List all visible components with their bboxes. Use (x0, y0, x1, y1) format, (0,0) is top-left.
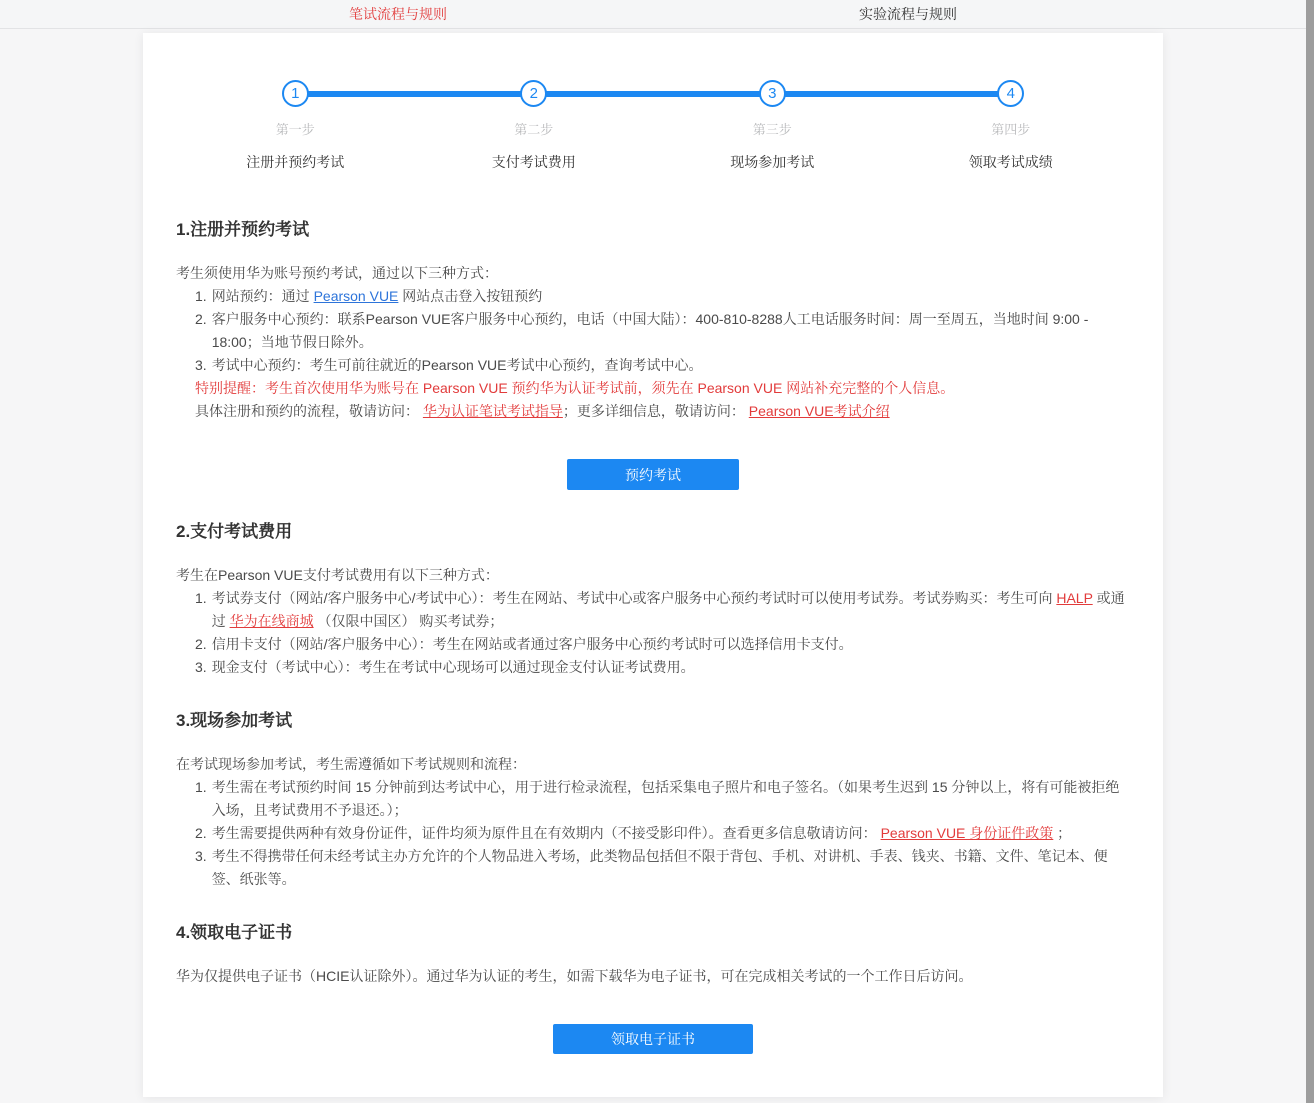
step-2-circle: 2 (520, 80, 547, 107)
section-1-intro: 考生须使用华为账号预约考试，通过以下三种方式： (176, 265, 498, 281)
section-4-intro: 华为仅提供电子证书（HCIE认证除外）。通过华为认证的考生，如需下载华为电子证书，可在完成相关考试的一个工作日后访问。 (176, 968, 973, 984)
id-policy-link[interactable]: Pearson VUE 身份证件政策 (880, 825, 1054, 841)
list-item (176, 285, 1130, 308)
step-3-label: 第三步 (752, 122, 792, 137)
section-get-e-certificate (176, 921, 1130, 1054)
text-segment: 或通过 (211, 590, 1125, 629)
text-segment: 网站预约：通过 (211, 288, 314, 304)
step-3-name: 现场参加考试 (730, 154, 815, 170)
list-item (176, 308, 1130, 354)
tab-written-exam-rules[interactable]: 笔试流程与规则 (349, 6, 447, 22)
tab-lab-exam-rules[interactable]: 实验流程与规则 (859, 6, 957, 22)
step-2 (415, 80, 654, 172)
section-4-heading: 4.领取电子证书 (176, 923, 293, 942)
list-marker: 2. (195, 825, 207, 841)
section-register-and-book (176, 218, 1130, 490)
section-1-heading: 1.注册并预约考试 (176, 220, 310, 239)
section-attend-exam-onsite (176, 709, 1130, 891)
list-item-text (212, 587, 1130, 633)
step-1-name: 注册并预约考试 (246, 154, 345, 170)
text-segment: ； (1053, 825, 1072, 841)
list-item-text (212, 822, 1130, 845)
guide-line (176, 400, 1130, 423)
list-item (176, 633, 1130, 656)
step-4 (892, 80, 1131, 172)
step-3-circle: 3 (759, 80, 786, 107)
huawei-online-store-link[interactable]: 华为在线商城 (229, 613, 314, 629)
section-2-intro: 考生在Pearson VUE支付考试费用有以下三种方式： (176, 567, 499, 583)
section-3-intro: 在考试现场参加考试，考生需遵循如下考试规则和流程： (176, 756, 526, 772)
section-pay-exam-fee (176, 520, 1130, 679)
step-1 (176, 80, 415, 172)
list-item (176, 845, 1130, 891)
list-item (176, 587, 1130, 633)
list-marker: 3. (195, 659, 207, 675)
top-tab-bar-inner (143, 0, 1163, 28)
get-certificate-button[interactable]: 领取电子证书 (553, 1024, 753, 1054)
step-1-circle: 1 (282, 80, 309, 107)
list-marker: 3. (195, 357, 207, 373)
list-item (176, 776, 1130, 822)
text-segment: 考试券支付（网站/客户服务中心/考试中心）：考生在网站、考试中心或客户服务中心预约考试时可以使用考试券。考试券购买：考生可向 (211, 590, 1057, 606)
list-item-text: 考生不得携带任何未经考试主办方允许的个人物品进入考场，此类物品包括但不限于背包、手机、对讲机、手表、钱夹、书籍、文件、笔记本、便签、纸张等。 (211, 848, 1108, 887)
list-item (176, 822, 1130, 845)
section-2-heading: 2.支付考试费用 (176, 522, 293, 541)
list-marker: 1. (195, 590, 207, 606)
step-3 (653, 80, 892, 172)
list-item-text: 现金支付（考试中心）：考生在考试中心现场可以通过现金支付认证考试费用。 (211, 659, 695, 675)
list-item-text: 考生需在考试预约时间 15 分钟前到达考试中心，用于进行检录流程，包括采集电子照片和电子签名。（如果考生迟到 15 分钟以上，将有可能被拒绝入场，且考试费用不予退还。）； (211, 779, 1120, 818)
special-reminder: 特别提醒：考生首次使用华为账号在 Pearson VUE 预约华为认证考试前，须先在 Pearson VUE 网站补充完整的个人信息。 (195, 380, 955, 396)
book-exam-button[interactable]: 预约考试 (567, 459, 739, 490)
text-segment: 网站点击登入按钮预约 (398, 288, 543, 304)
top-tab-bar (0, 0, 1314, 29)
text-segment: 考生需要提供两种有效身份证件，证件均须为原件且在有效期内（不接受影印件）。查看更多信息敬请访问： (211, 825, 881, 841)
list-marker: 1. (195, 288, 207, 304)
step-4-circle: 4 (997, 80, 1024, 107)
section-3-heading: 3.现场参加考试 (176, 711, 293, 730)
pearson-vue-exam-intro-link[interactable]: Pearson VUE考试介绍 (748, 403, 890, 419)
step-1-label: 第一步 (275, 122, 315, 137)
exam-process-stepper (176, 33, 1130, 172)
list-item (176, 656, 1130, 679)
step-4-name: 领取考试成绩 (968, 154, 1053, 170)
step-2-label: 第二步 (514, 122, 554, 137)
text-segment: 具体注册和预约的流程，敬请访问： (195, 403, 423, 419)
list-marker: 3. (195, 848, 207, 864)
list-item-text: 信用卡支付（网站/客户服务中心）：考生在网站或者通过客户服务中心预约考试时可以选择信用卡支付。 (211, 636, 853, 652)
halp-link[interactable]: HALP (1056, 590, 1093, 606)
step-4-label: 第四步 (991, 122, 1031, 137)
list-marker: 1. (195, 779, 207, 795)
list-item-text (212, 285, 1130, 308)
list-item-text: 考试中心预约：考生可前往就近的Pearson VUE考试中心预约，查询考试中心。 (211, 357, 703, 373)
scrollbar-thumb[interactable] (1306, 0, 1314, 1103)
list-item (176, 354, 1130, 377)
pearson-vue-link[interactable]: Pearson VUE (313, 288, 399, 304)
text-segment: ；更多详细信息，敬请访问： (562, 403, 749, 419)
step-2-name: 支付考试费用 (491, 154, 576, 170)
list-item-text: 客户服务中心预约：联系Pearson VUE客户服务中心预约，电话（中国大陆）：400-810-8288人工电话服务时间：周一至周五，当地时间 9:00 - 18:00；当地节假日除外。 (211, 311, 1089, 350)
written-exam-guide-link[interactable]: 华为认证笔试考试指导 (422, 403, 563, 419)
list-marker: 2. (195, 311, 207, 327)
text-segment: （仅限中国区） 购买考试券； (313, 613, 504, 629)
list-marker: 2. (195, 636, 207, 652)
content-card (143, 33, 1163, 1097)
